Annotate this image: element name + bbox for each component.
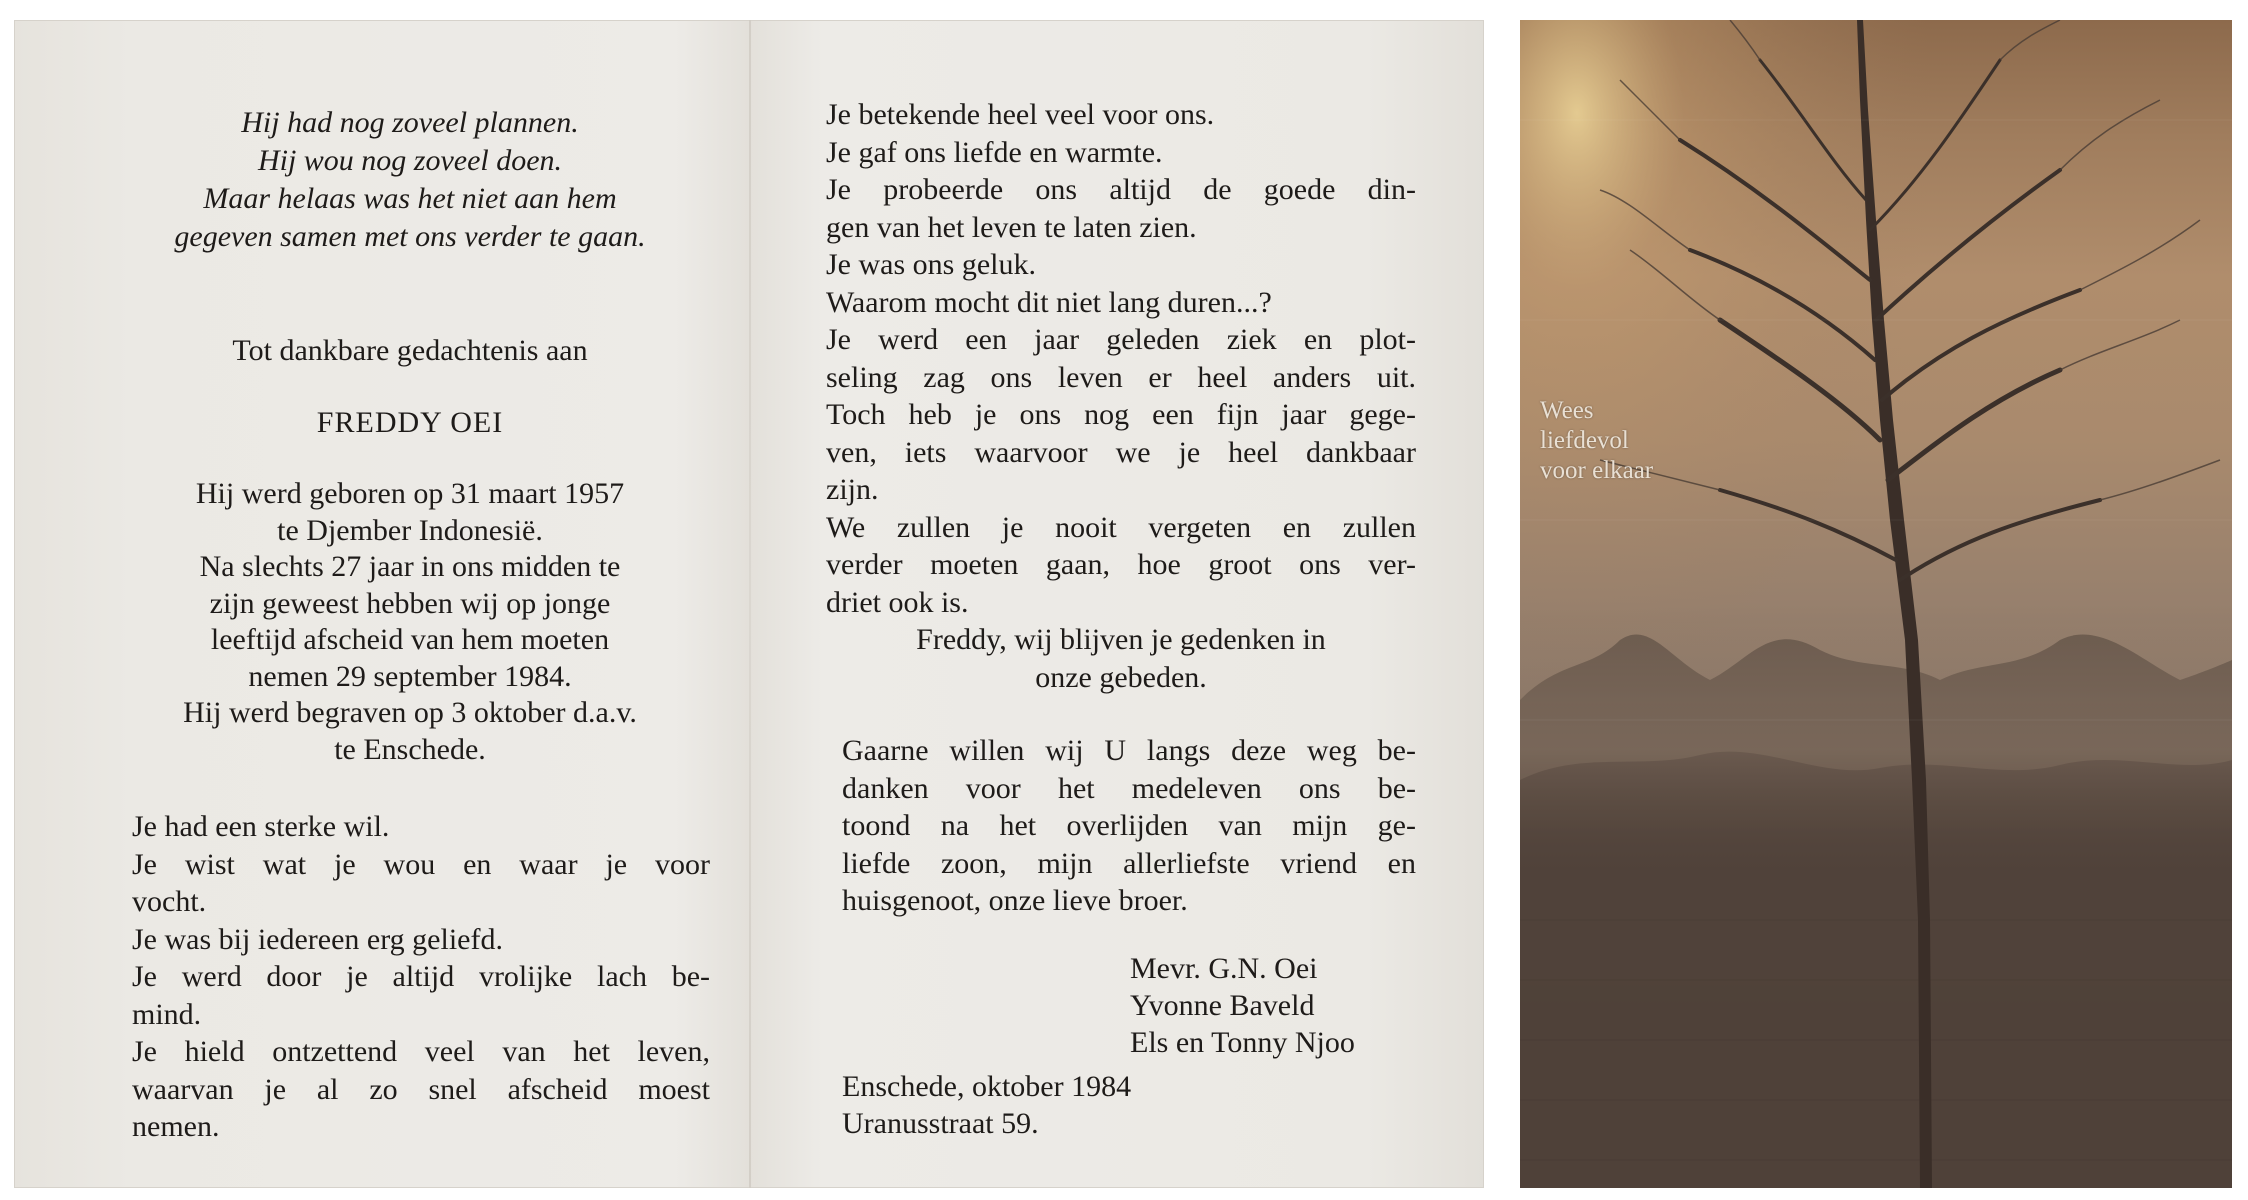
tribute-line: waarvan je al zo snel afscheid moest: [132, 1072, 710, 1106]
memorial-card-inside: [14, 20, 1484, 1188]
signature-line: Mevr. G.N. Oei: [1130, 952, 1318, 985]
tribute-line: Je was bij iedereen erg geliefd.: [132, 922, 503, 956]
tribute-line: Je had een sterke wil.: [132, 810, 390, 843]
thanks-line: Gaarne willen wij U langs deze weg be-: [842, 734, 1416, 767]
bio-line: leeftijd afscheid van hem moeten: [210, 623, 610, 656]
tribute-line: We zullen je nooit vergeten en zullen: [826, 510, 1416, 544]
tribute-line: Je probeerde ons altijd de goede din-: [826, 173, 1416, 206]
tribute-line: Waarom mocht dit niet lang duren...?: [826, 285, 1272, 319]
card-fold: [749, 20, 751, 1188]
front-cover-photo: [1520, 20, 2232, 1188]
biography: [104, 476, 716, 768]
cover-caption: [1540, 396, 1760, 486]
tribute-line: Je was ons geluk.: [826, 248, 1036, 281]
place-and-date: [842, 1068, 1242, 1142]
bio-line: Hij werd geboren op 31 maart 1957: [195, 477, 625, 510]
tribute-line: Je betekende heel veel voor ons.: [826, 98, 1215, 131]
thanks-line: huisgenoot, onze lieve broer.: [842, 884, 1188, 917]
poem-line: Hij had nog zoveel plannen.: [241, 106, 579, 139]
tribute-line: Toch heb je ons nog een fijn jaar gege-: [826, 398, 1416, 431]
poem-line: Hij wou nog zoveel doen.: [257, 144, 563, 177]
tribute-line: driet ook is.: [826, 585, 969, 619]
address-line: Uranusstraat 59.: [842, 1107, 1039, 1140]
tribute-line: vocht.: [132, 885, 207, 918]
tribute-line: mind.: [132, 997, 202, 1031]
tree-landscape-illustration: [1520, 20, 2232, 1188]
caption-line: Wees: [1540, 397, 1594, 424]
tribute-line: Je gaf ons liefde en warmte.: [826, 135, 1163, 169]
acknowledgement: [842, 732, 1416, 920]
caption-line: liefdevol: [1540, 427, 1629, 454]
tribute-line: ven, iets waarvoor we je heel dankbaar: [826, 435, 1416, 469]
bio-line: zijn geweest hebben wij op jonge: [209, 586, 611, 620]
tribute-line: Je werd door je altijd vrolijke lach be-: [132, 960, 710, 993]
tribute-line: onze gebeden.: [1035, 660, 1207, 694]
tribute-line: seling zag ons leven er heel anders uit.: [826, 360, 1416, 394]
tribute-line: Je hield ontzettend veel van het leven,: [132, 1035, 710, 1068]
bio-line: te Djember Indonesië.: [277, 513, 543, 547]
deceased-name: FREDDY OEI: [316, 406, 504, 439]
tribute-line: gen van het leven te laten zien.: [826, 210, 1197, 244]
signatures: [1130, 950, 1420, 1061]
tribute-line: nemen.: [132, 1110, 220, 1143]
tribute-right: [826, 96, 1416, 696]
bio-line: Hij werd begraven op 3 oktober d.a.v.: [183, 696, 637, 729]
thanks-line: toond na het overlijden van mijn ge-: [842, 809, 1416, 842]
tribute-left: [132, 808, 710, 1146]
caption-line: voor elkaar: [1540, 457, 1654, 484]
tribute-line: zijn.: [826, 473, 879, 506]
poem-line: gegeven samen met ons verder te gaan.: [174, 220, 646, 253]
tribute-line: Je wist wat je wou en waar je voor: [132, 847, 710, 881]
thanks-line: liefde zoon, mijn allerliefste vriend en: [842, 846, 1416, 880]
bio-line: Na slechts 27 jaar in ons midden te: [199, 550, 621, 583]
signature-line: Yvonne Baveld: [1130, 989, 1315, 1022]
dedication: Tot dankbare gedachtenis aan: [232, 334, 588, 367]
place-line: Enschede, oktober 1984: [842, 1070, 1132, 1103]
poem-line: Maar helaas was het niet aan hem: [203, 182, 617, 215]
signature-line: Els en Tonny Njoo: [1130, 1026, 1355, 1059]
tribute-line: verder moeten gaan, hoe groot ons ver-: [826, 548, 1416, 581]
poem: [104, 104, 716, 256]
tribute-line: Freddy, wij blijven je gedenken in: [916, 623, 1326, 656]
thanks-line: danken voor het medeleven ons be-: [842, 771, 1416, 805]
bio-line: nemen 29 september 1984.: [248, 659, 572, 693]
bio-line: te Enschede.: [334, 732, 486, 766]
tribute-line: Je werd een jaar geleden ziek en plot-: [826, 323, 1416, 356]
